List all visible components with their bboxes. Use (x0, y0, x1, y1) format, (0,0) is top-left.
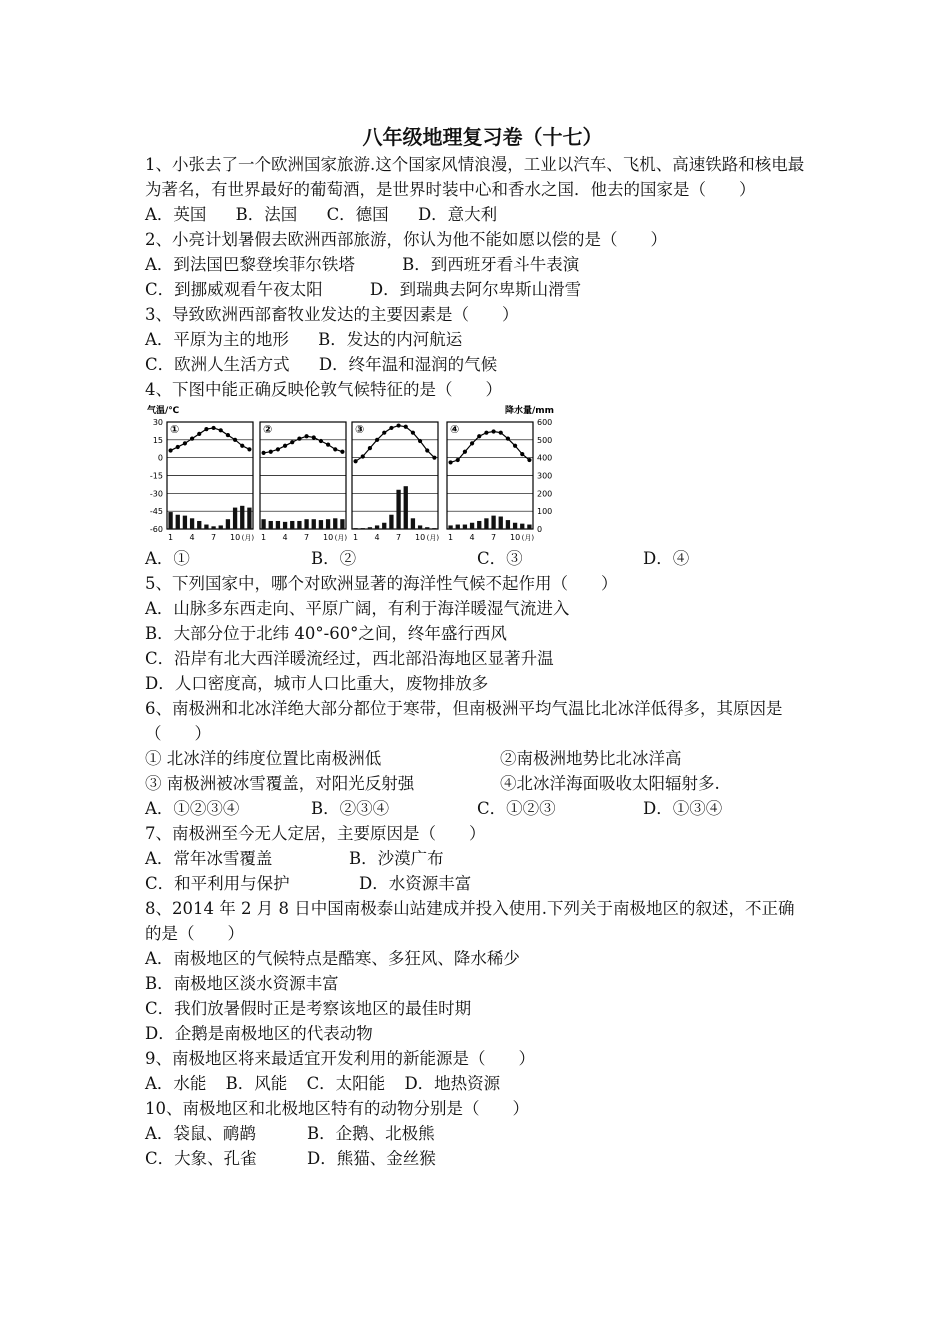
question-4-options (145, 546, 810, 571)
temperature-point (432, 456, 436, 460)
temperature-point (247, 447, 251, 451)
right-tick-label: 300 (537, 471, 553, 481)
x-unit-label: (月) (241, 534, 255, 542)
precipitation-bar (404, 486, 408, 529)
q7-option-c[interactable]: C．和平利用与保护 (145, 874, 290, 893)
question-2-options-row1 (145, 252, 810, 277)
question-9-options (145, 1071, 810, 1096)
temperature-point (404, 425, 408, 429)
x-tick-label: 7 (211, 533, 217, 542)
q2-option-b[interactable]: B．到西班牙看斗牛表演 (402, 255, 580, 274)
precipitation-bar (491, 516, 495, 529)
precipitation-bar (190, 518, 194, 529)
precipitation-bar (361, 528, 365, 529)
precipitation-bar (389, 515, 393, 529)
precipitation-bar (527, 525, 531, 529)
x-tick-label: 1 (261, 533, 267, 542)
question-10-options-row2 (145, 1146, 810, 1171)
question-3-options-row2 (145, 352, 810, 377)
q3-option-a[interactable]: A．平原为主的地形 (145, 330, 289, 349)
right-tick-label: 0 (537, 525, 543, 534)
question-8-stem: 8、2014 年 2 月 8 日中国南极泰山站建成并投入使用.下列关于南极地区的叙述，不正确的是（ ） (145, 899, 795, 943)
temperature-point (361, 454, 365, 458)
right-axis-title: 降水量/mm (505, 406, 555, 416)
page-title: 八年级地理复习卷（十七） (362, 125, 603, 149)
precipitation-bar (319, 520, 323, 529)
q9-option-b[interactable]: B．风能 (225, 1074, 288, 1093)
temperature-point (425, 448, 429, 452)
precipitation-bar (269, 521, 273, 529)
precipitation-bar (226, 519, 230, 529)
temperature-point (197, 432, 201, 436)
question-6-statements-row2 (145, 771, 810, 796)
q9-option-d[interactable]: D．地热资源 (404, 1074, 501, 1093)
panel-label: ① (170, 423, 180, 436)
question-2-options-row2 (145, 277, 810, 302)
temperature-line (356, 426, 435, 462)
question-2-stem: 2、小亮计划暑假去欧洲西部旅游，你认为他不能如愿以偿的是（ ） (145, 230, 667, 249)
q7-option-d[interactable]: D．水资源丰富 (359, 874, 472, 893)
q2-option-c[interactable]: C．到挪威观看午夜太阳 (145, 280, 323, 299)
precipitation-bar (326, 519, 330, 529)
climate-charts (145, 404, 810, 546)
x-unit-label: (月) (334, 534, 348, 542)
left-tick-label: 0 (157, 453, 163, 463)
precipitation-bar (520, 524, 524, 529)
temperature-line (264, 436, 343, 453)
right-tick-label: 500 (537, 435, 553, 445)
left-axis-title: 气温/℃ (147, 406, 180, 416)
q5-option-c[interactable]: C．沿岸有北大西洋暖流经过，西北部沿海地区显著升温 (145, 649, 554, 668)
temperature-point (470, 441, 474, 445)
precipitation-bar (276, 521, 280, 529)
q6-option-d[interactable]: D．①③④ (643, 799, 723, 818)
temperature-point (219, 428, 223, 432)
x-tick-label: 4 (374, 533, 380, 542)
q8-option-d[interactable]: D．企鹅是南极地区的代表动物 (145, 1024, 373, 1043)
question-6-options (145, 796, 810, 821)
temperature-point (168, 448, 172, 452)
panel-label: ④ (450, 423, 460, 436)
question-7-options-row2 (145, 871, 810, 896)
q4-option-b[interactable]: B．② (311, 549, 357, 568)
temperature-point (389, 426, 393, 430)
x-unit-label: (月) (426, 534, 440, 542)
q4-option-d[interactable]: D．④ (643, 549, 690, 568)
question-5-stem: 5、下列国家中，哪个对欧洲显著的海洋性气候不起作用（ ） (145, 574, 618, 593)
x-unit-label: (月) (521, 534, 535, 542)
q5-option-a[interactable]: A．山脉多东西走向、平原广阔，有利于海洋暖湿气流进入 (145, 599, 570, 618)
climate-chart-svg (145, 404, 555, 544)
temperature-point (276, 447, 280, 451)
q6-statement-2: ②南极洲地势比北冰洋高 (500, 749, 682, 768)
precipitation-bar (219, 525, 223, 529)
temperature-point (527, 458, 531, 462)
q7-option-b[interactable]: B．沙漠广布 (349, 849, 444, 868)
x-tick-label: 1 (353, 533, 359, 542)
question-3-options-row1 (145, 327, 810, 352)
q2-option-a[interactable]: A．到法国巴黎登埃菲尔铁塔 (145, 255, 355, 274)
q6-statement-4: ④北冰洋海面吸收太阳辐射多. (500, 774, 720, 793)
q5-option-b[interactable]: B．大部分位于北纬 40°-60°之间，终年盛行西风 (145, 624, 507, 643)
precipitation-bar (261, 519, 265, 529)
q8-option-b[interactable]: B．南极地区淡水资源丰富 (145, 974, 339, 993)
x-tick-label: 7 (304, 533, 310, 542)
precipitation-bar (233, 508, 237, 529)
left-tick-label: -45 (149, 507, 163, 517)
temperature-point (304, 434, 308, 438)
left-tick-label: -15 (149, 471, 163, 481)
q4-option-a[interactable]: A．① (145, 549, 190, 568)
temperature-point (513, 444, 517, 448)
precipitation-bar (396, 490, 400, 529)
q9-option-a[interactable]: A．水能 (145, 1074, 207, 1093)
precipitation-bar (506, 520, 510, 529)
precipitation-bar (484, 518, 488, 529)
precipitation-bar (240, 506, 244, 529)
left-tick-label: 15 (152, 435, 163, 445)
x-tick-label: 10 (509, 533, 521, 542)
temperature-point (340, 450, 344, 454)
temperature-point (411, 431, 415, 435)
precipitation-bar (470, 523, 474, 529)
question-1-stem: 1、小张去了一个欧洲国家旅游.这个国家风情浪漫，工业以汽车、飞机、高速铁路和核电最为著名，有世界最好的葡萄酒，是世界时装中心和香水之国．他去的国家是（ ） (145, 155, 805, 199)
question-7-options-row1 (145, 846, 810, 871)
temperature-point (290, 440, 294, 444)
q5-option-d[interactable]: D．人口密度高，城市人口比重大，废物排放多 (145, 674, 489, 693)
right-tick-label: 400 (537, 453, 553, 463)
q1-option-d[interactable]: D．意大利 (417, 205, 498, 224)
precipitation-bar (312, 519, 316, 529)
q10-option-a[interactable]: A．袋鼠、鸸鹋 (145, 1124, 256, 1143)
temperature-point (418, 439, 422, 443)
precipitation-bar (368, 527, 372, 529)
x-tick-label: 10 (322, 533, 334, 542)
precipitation-bar (283, 522, 287, 529)
q3-option-c[interactable]: C．欧洲人生活方式 (145, 355, 290, 374)
q6-statement-1: ① 北冰洋的纬度位置比南极洲低 (145, 749, 382, 768)
question-3-stem: 3、导致欧洲西部畜牧业发达的主要因素是（ ） (145, 305, 519, 324)
q6-option-c[interactable]: C．①②③ (477, 799, 556, 818)
precipitation-bar (176, 515, 180, 529)
temperature-point (226, 433, 230, 437)
temperature-point (477, 434, 481, 438)
temperature-point (204, 427, 208, 431)
q6-option-b[interactable]: B．②③④ (311, 799, 390, 818)
x-tick-label: 1 (448, 533, 454, 542)
q6-statement-3: ③ 南极洲被冰雪覆盖，对阳光反射强 (145, 774, 415, 793)
temperature-line (171, 428, 250, 451)
temperature-point (499, 431, 503, 435)
precipitation-bar (290, 521, 294, 529)
left-tick-label: 30 (152, 418, 163, 427)
x-tick-label: 4 (282, 533, 288, 542)
precipitation-bar (340, 519, 344, 529)
question-9-stem: 9、南极地区将来最适宜开发利用的新能源是（ ） (145, 1049, 535, 1068)
x-tick-label: 4 (469, 533, 475, 542)
q1-option-c[interactable]: C．德国 (326, 205, 389, 224)
precipitation-bar (353, 528, 357, 529)
panel-label: ③ (355, 423, 365, 436)
precipitation-bar (477, 521, 481, 529)
precipitation-bar (297, 521, 301, 529)
temperature-point (326, 442, 330, 446)
q1-option-a[interactable]: A．英国 (145, 205, 207, 224)
exam-page (145, 122, 810, 1171)
temperature-point (456, 458, 460, 462)
temperature-point (183, 441, 187, 445)
x-tick-label: 10 (414, 533, 426, 542)
temperature-point (448, 460, 452, 464)
precipitation-bar (204, 525, 208, 529)
temperature-point (368, 446, 372, 450)
q10-option-d[interactable]: D．熊猫、金丝猴 (307, 1149, 436, 1168)
question-4-stem: 4、下图中能正确反映伦敦气候特征的是（ ） (145, 380, 502, 399)
temperature-point (484, 431, 488, 435)
right-tick-label: 200 (537, 489, 553, 499)
precipitation-bar (499, 517, 503, 529)
q3-option-d[interactable]: D．终年温和湿润的气候 (318, 355, 498, 374)
precipitation-bar (432, 528, 436, 529)
precipitation-bar (513, 523, 517, 529)
temperature-point (491, 429, 495, 433)
temperature-point (269, 450, 273, 454)
temperature-point (312, 435, 316, 439)
temperature-point (463, 450, 467, 454)
temperature-point (211, 426, 215, 430)
x-tick-label: 7 (491, 533, 497, 542)
q7-option-a[interactable]: A．常年冰雪覆盖 (145, 849, 273, 868)
temperature-point (190, 437, 194, 441)
right-tick-label: 100 (537, 507, 553, 517)
question-6-stem: 6、南极洲和北冰洋绝大部分都位于寒带，但南极洲平均气温比北冰洋低得多，其原因是（ ） (145, 699, 783, 743)
temperature-point (297, 437, 301, 441)
temperature-point (233, 438, 237, 442)
left-tick-label: -60 (149, 525, 163, 534)
temperature-point (283, 444, 287, 448)
question-1-options (145, 202, 810, 227)
temperature-point (382, 431, 386, 435)
precipitation-bar (211, 526, 215, 529)
temperature-point (353, 459, 357, 463)
temperature-point (333, 447, 337, 451)
precipitation-bar (448, 525, 452, 529)
precipitation-bar (183, 516, 187, 529)
x-tick-label: 1 (168, 533, 174, 542)
right-tick-label: 600 (537, 418, 553, 427)
question-10-options-row1 (145, 1121, 810, 1146)
q2-option-d[interactable]: D．到瑞典去阿尔卑斯山滑雪 (369, 280, 582, 299)
precipitation-bar (168, 512, 172, 529)
q1-option-b[interactable]: B．法国 (235, 205, 298, 224)
left-tick-label: -30 (149, 489, 163, 499)
precipitation-bar (333, 518, 337, 529)
precipitation-bar (304, 519, 308, 529)
q6-option-a[interactable]: A．①②③④ (145, 799, 240, 818)
panel-label: ② (263, 423, 273, 436)
precipitation-bar (456, 525, 460, 529)
precipitation-bar (463, 525, 467, 529)
precipitation-bar (247, 508, 251, 529)
precipitation-bar (425, 527, 429, 529)
precipitation-bar (411, 518, 415, 529)
question-10-stem: 10、南极地区和北极地区特有的动物分别是（ ） (145, 1099, 529, 1118)
temperature-point (506, 437, 510, 441)
temperature-point (396, 423, 400, 427)
q8-option-c[interactable]: C．我们放暑假时正是考察该地区的最佳时期 (145, 999, 472, 1018)
x-tick-label: 4 (189, 533, 195, 542)
temperature-point (319, 439, 323, 443)
q8-option-a[interactable]: A．南极地区的气候特点是酷寒、多狂风、降水稀少 (145, 949, 520, 968)
precipitation-bar (418, 525, 422, 529)
question-7-stem: 7、南极洲至今无人定居，主要原因是（ ） (145, 824, 486, 843)
q10-option-c[interactable]: C．大象、孔雀 (145, 1149, 257, 1168)
q9-option-c[interactable]: C．太阳能 (306, 1074, 386, 1093)
q4-option-c[interactable]: C．③ (477, 549, 523, 568)
q3-option-b[interactable]: B．发达的内河航运 (318, 330, 463, 349)
precipitation-bar (197, 521, 201, 529)
question-6-statements-row1 (145, 746, 810, 771)
x-tick-label: 10 (229, 533, 241, 542)
temperature-point (520, 452, 524, 456)
precipitation-bar (375, 525, 379, 529)
precipitation-bar (382, 523, 386, 529)
temperature-point (261, 451, 265, 455)
temperature-point (240, 444, 244, 448)
x-tick-label: 7 (396, 533, 402, 542)
temperature-point (375, 438, 379, 442)
q10-option-b[interactable]: B．企鹅、北极熊 (307, 1124, 435, 1143)
temperature-point (176, 445, 180, 449)
